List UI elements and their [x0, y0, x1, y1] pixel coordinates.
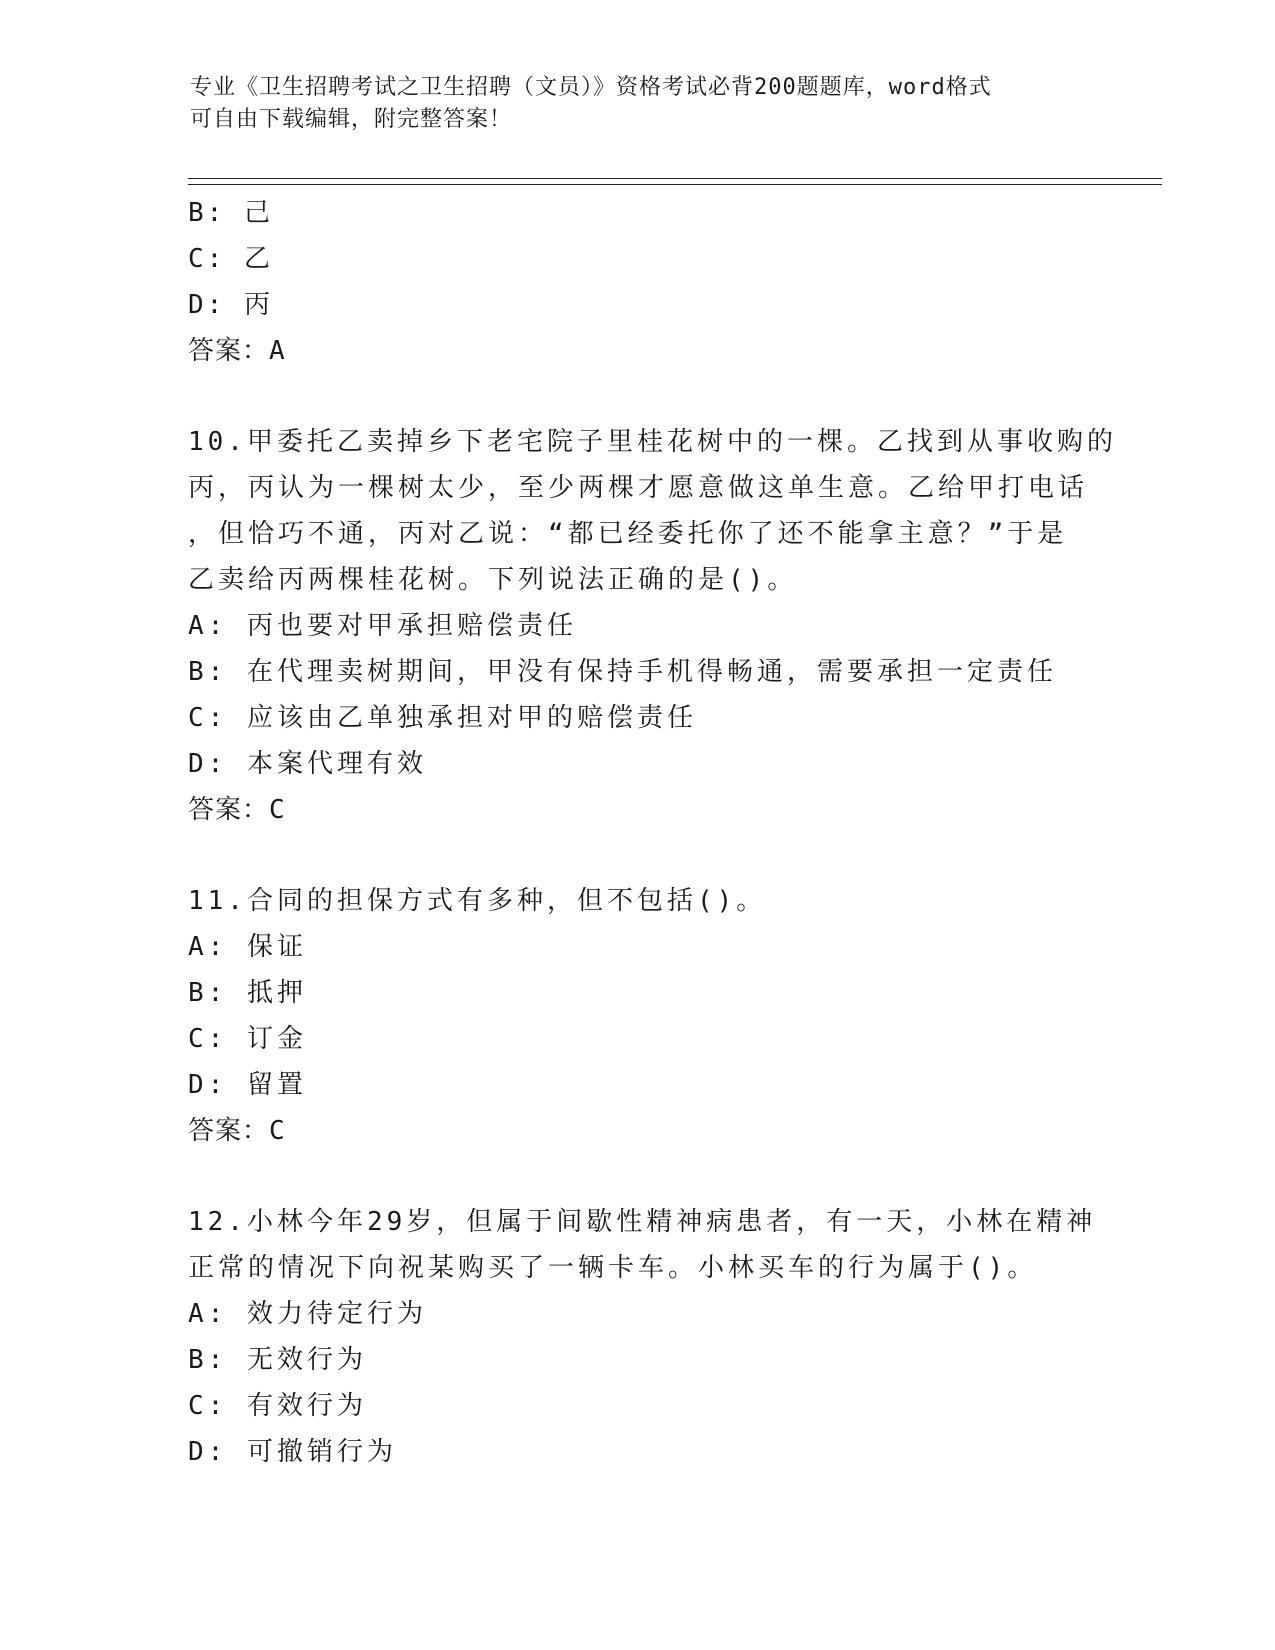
option-c: C: 应该由乙单独承担对甲的赔偿责任	[188, 703, 697, 733]
question-stem-line: ，但恰巧不通，丙对乙说：“都已经委托你了还不能拿主意？”于是	[188, 519, 1068, 549]
option-b: B: 在代理卖树期间，甲没有保持手机得畅通，需要承担一定责任	[188, 657, 1057, 687]
question-stem-line: 乙卖给丙两棵桂花树。下列说法正确的是()。	[188, 565, 798, 595]
option-b: B: 抵押	[188, 978, 307, 1008]
question-stem-line: 10.甲委托乙卖掉乡下老宅院子里桂花树中的一棵。乙找到从事收购的	[188, 427, 1117, 457]
option-a: A: 保证	[188, 932, 307, 962]
option-a: A: 丙也要对甲承担赔偿责任	[188, 611, 577, 641]
option-d: D: 留置	[188, 1070, 307, 1100]
header-rule-bottom	[188, 184, 1162, 185]
option-c: C: 有效行为	[188, 1391, 367, 1421]
answer: 答案：C	[188, 1116, 286, 1146]
option-a: A: 效力待定行为	[188, 1299, 427, 1329]
header-rule-top	[188, 178, 1162, 179]
question-12	[188, 1199, 1097, 1475]
option-d: D: 丙	[188, 290, 273, 320]
option-b: B: 无效行为	[188, 1345, 367, 1375]
answer: 答案：A	[188, 336, 286, 366]
header-line-1: 专业《卫生招聘考试之卫生招聘（文员）》资格考试必背200题题库，word格式	[190, 75, 992, 100]
question-stem-line: 12.小林今年29岁，但属于间歇性精神病患者，有一天，小林在精神	[188, 1207, 1097, 1237]
option-d: D: 本案代理有效	[188, 749, 427, 779]
answer: 答案：C	[188, 795, 286, 825]
question-11	[188, 878, 1088, 1154]
option-c: C: 乙	[188, 244, 273, 274]
header-line-2: 可自由下载编辑，附完整答案！	[190, 107, 513, 132]
option-d: D: 可撤销行为	[188, 1437, 397, 1467]
question-stem-line: 11.合同的担保方式有多种，但不包括()。	[188, 886, 767, 916]
question-stem-line: 丙，丙认为一棵树太少，至少两棵才愿意做这单生意。乙给甲打电话	[188, 473, 1089, 503]
prev-question-block	[188, 190, 1088, 374]
question-10	[188, 419, 1117, 833]
question-list	[188, 190, 1117, 1475]
question-stem-line: 正常的情况下向祝某购买了一辆卡车。小林买车的行为属于()。	[188, 1253, 1038, 1283]
option-c: C: 订金	[188, 1024, 307, 1054]
option-b: B: 己	[188, 198, 273, 228]
document-header	[190, 72, 1090, 136]
